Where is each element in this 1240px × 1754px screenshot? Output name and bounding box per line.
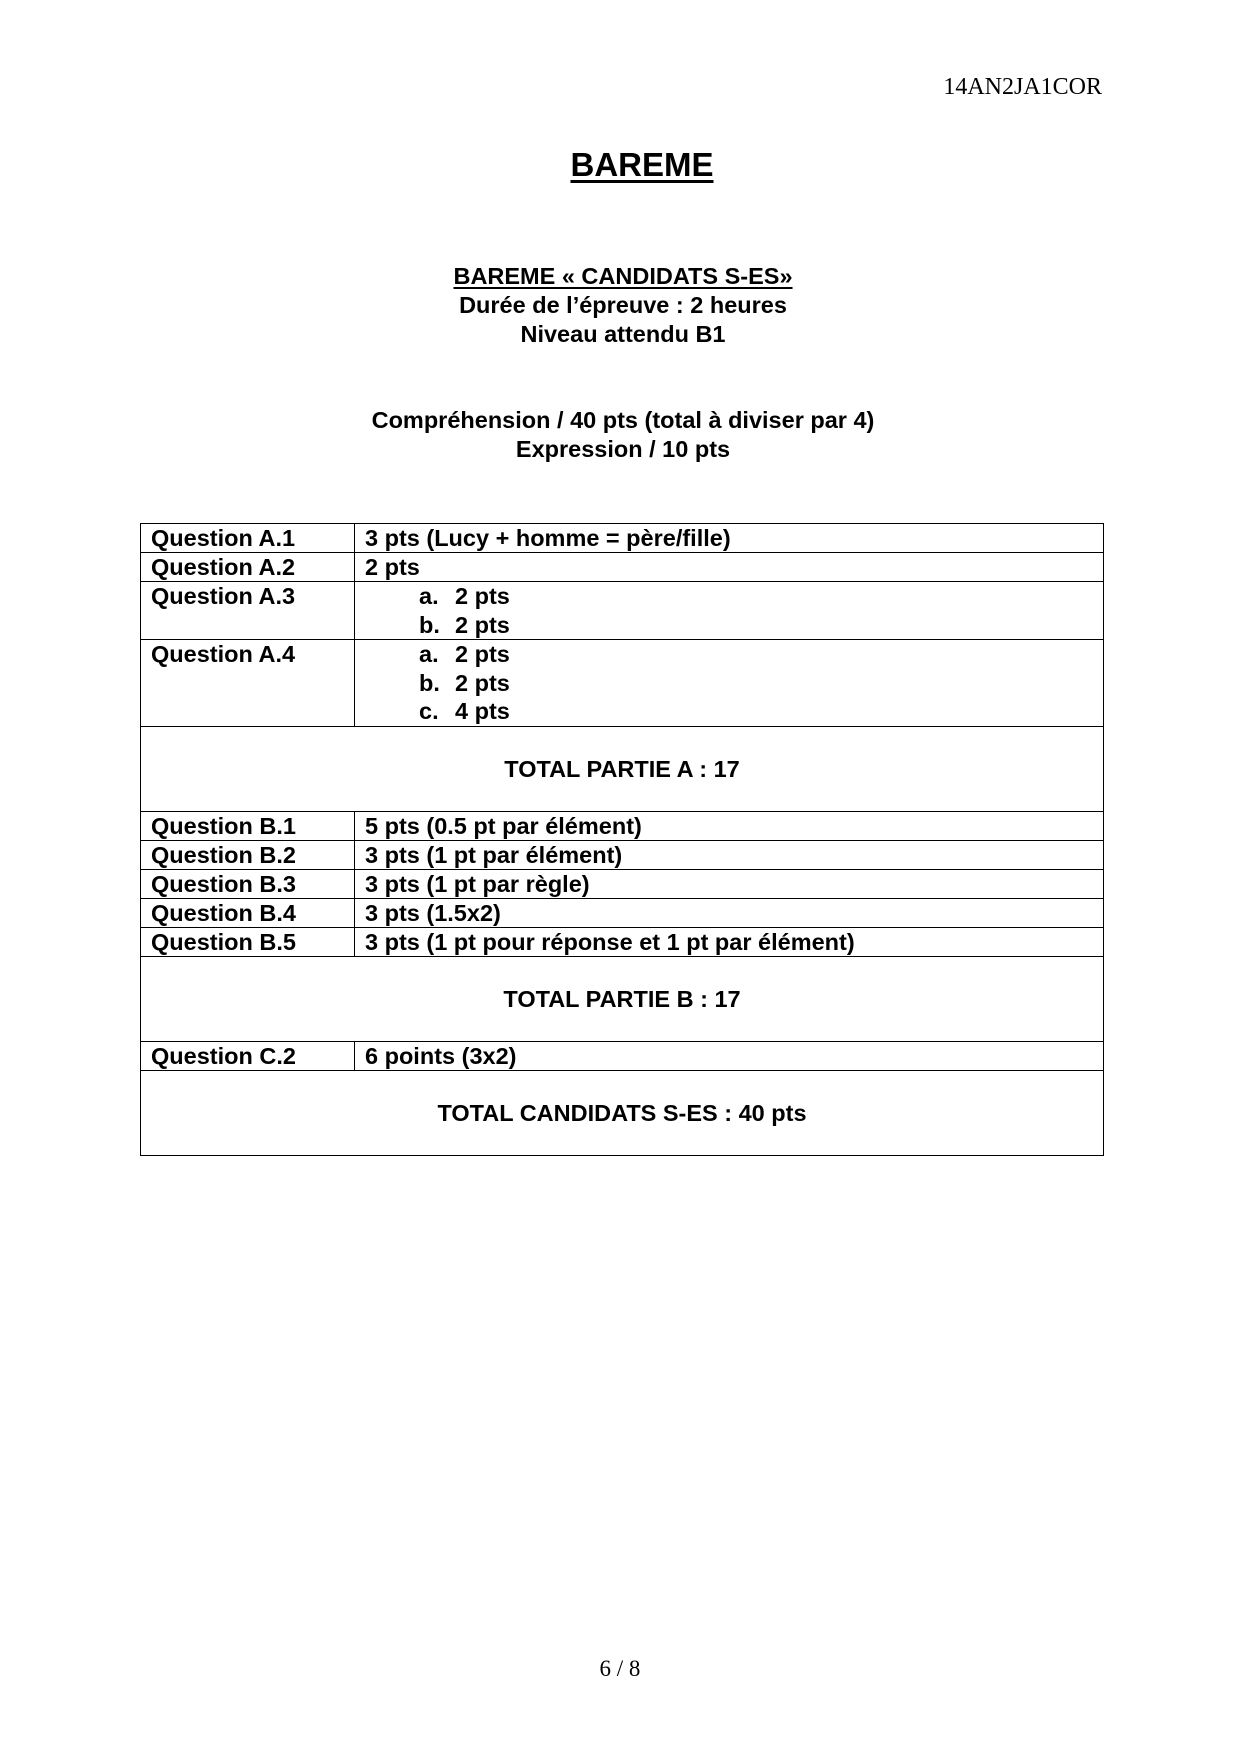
item-letter: b. xyxy=(419,669,440,696)
item-points: 2 pts xyxy=(455,669,510,696)
points-sublist xyxy=(355,582,1104,640)
page-number: 6 / 8 xyxy=(599,1656,641,1681)
table-row xyxy=(141,898,1104,927)
scoring-summary xyxy=(0,406,1240,464)
question-label: Question C.2 xyxy=(141,1041,355,1070)
exam-duration: Durée de l’épreuve : 2 heures xyxy=(459,292,787,318)
question-label: Question A.2 xyxy=(141,553,355,582)
list-item xyxy=(355,582,1093,611)
grading-table xyxy=(140,523,1104,1156)
points-value: 3 pts (1 pt par règle) xyxy=(355,869,1104,898)
expression-score: Expression / 10 pts xyxy=(515,436,731,462)
table-row xyxy=(141,553,1104,582)
question-label: Question B.3 xyxy=(141,869,355,898)
item-letter: b. xyxy=(419,611,440,638)
total-row-part-b xyxy=(141,956,1104,1041)
document-code: 14AN2JA1COR xyxy=(943,74,1102,100)
question-label: Question B.2 xyxy=(141,840,355,869)
list-item xyxy=(355,640,1093,669)
question-label: Question A.4 xyxy=(141,640,355,727)
points-value: 3 pts (1 pt par élément) xyxy=(355,840,1104,869)
table-row xyxy=(141,927,1104,956)
question-label: Question A.1 xyxy=(141,524,355,553)
total-candidates: TOTAL CANDIDATS S-ES : 40 pts xyxy=(141,1070,1104,1155)
list-item xyxy=(355,669,1093,698)
question-label: Question B.5 xyxy=(141,927,355,956)
page-title: BAREME xyxy=(570,146,714,183)
points-value: 3 pts (1 pt pour réponse et 1 pt par élément) xyxy=(355,927,1104,956)
table-row xyxy=(141,1041,1104,1070)
table-row xyxy=(141,524,1104,553)
total-part-a: TOTAL PARTIE A : 17 xyxy=(141,726,1104,811)
item-letter: c. xyxy=(419,698,439,724)
question-label: Question B.1 xyxy=(141,811,355,840)
points-value: 3 pts (Lucy + homme = père/fille) xyxy=(355,524,1104,553)
table-row xyxy=(141,840,1104,869)
points-value: 2 pts xyxy=(355,553,1104,582)
exam-level: Niveau attendu B1 xyxy=(520,321,726,347)
question-label: Question B.4 xyxy=(141,898,355,927)
question-label: Question A.3 xyxy=(141,582,355,640)
list-item xyxy=(355,697,1093,726)
item-points: 4 pts xyxy=(455,698,510,724)
item-points: 2 pts xyxy=(455,583,510,609)
total-row-candidates xyxy=(141,1070,1104,1155)
total-part-b: TOTAL PARTIE B : 17 xyxy=(141,956,1104,1041)
exam-candidates-title: BAREME « CANDIDATS S-ES» xyxy=(453,263,793,289)
comprehension-score: Compréhension / 40 pts (total à diviser par 4) xyxy=(371,407,875,433)
item-letter: a. xyxy=(419,641,439,667)
points-value: 5 pts (0.5 pt par élément) xyxy=(355,811,1104,840)
exam-info xyxy=(0,262,1240,349)
total-row-part-a xyxy=(141,726,1104,811)
table-row xyxy=(141,811,1104,840)
item-points: 2 pts xyxy=(455,641,510,667)
table-row xyxy=(141,582,1104,640)
item-points: 2 pts xyxy=(455,611,510,638)
table-row xyxy=(141,869,1104,898)
list-item xyxy=(355,611,1093,640)
item-letter: a. xyxy=(419,583,439,609)
points-value: 3 pts (1.5x2) xyxy=(355,898,1104,927)
table-row xyxy=(141,640,1104,727)
points-value: 6 points (3x2) xyxy=(355,1041,1104,1070)
points-sublist xyxy=(355,640,1104,727)
